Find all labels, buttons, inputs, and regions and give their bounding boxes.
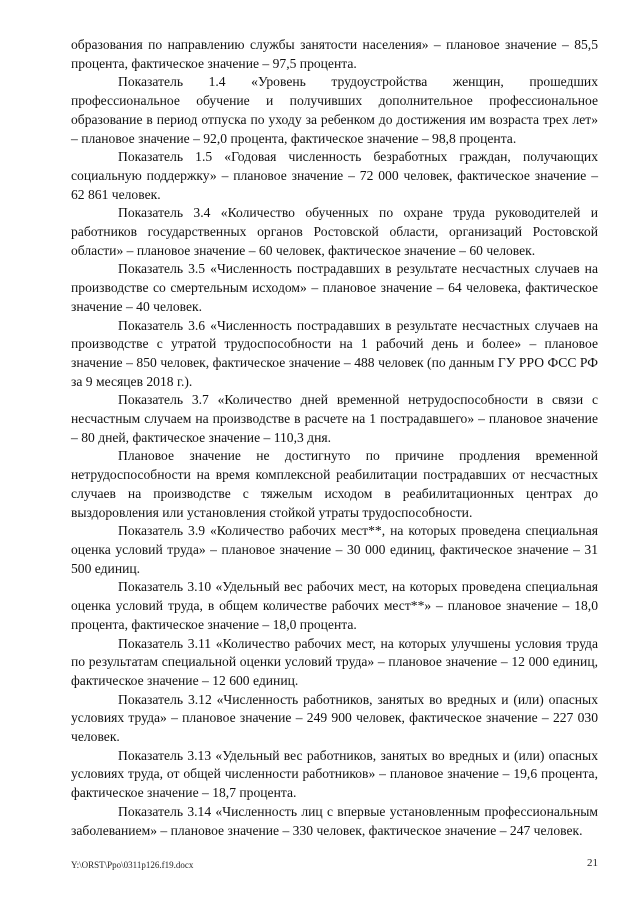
paragraph: Показатель 3.14 «Численность лиц с впервые установленным профессиональным заболеванием» – плановое значение – 330 человек, фактическое значение – 247 человек.: [71, 803, 598, 838]
paragraph: образования по направлению службы занятости населения» – плановое значение – 85,5 процента, фактическое значение – 97,5 процента.: [71, 37, 598, 71]
paragraph: Показатель 3.13 «Удельный вес работников, занятых во вредных и (или) опасных условиях труда, от общей численности работников» – плановое значение – 19,6 процента, фактическое значение – 18,7 процента.: [71, 747, 598, 801]
page-number: 21: [587, 857, 598, 869]
document-body: [71, 36, 598, 840]
paragraph: Плановое значение не достигнуто по причине продления временной нетрудоспособности на время комплексной реабилитации пострадавших от несчастных случаев на производстве с тяжелым исходом в реабилитационных центрах до выздоровления или установления стойкой утраты трудоспособности.: [71, 448, 598, 520]
paragraph: Показатель 3.11 «Количество рабочих мест, на которых улучшены условия труда по результатам специальной оценки условий труда» – плановое значение – 12 000 единиц, фактическое значение – 12 600 единиц.: [71, 635, 598, 688]
paragraph: Показатель 1.5 «Годовая численность безработных граждан, получающих социальную поддержку» – плановое значение – 72 000 человек, фактическое значение – 62 861 человек.: [71, 149, 598, 202]
paragraph: Показатель 3.10 «Удельный вес рабочих мест, на которых проведена специальная оценка условий труда, в общем количестве рабочих мест**» – плановое значение – 18,0 процента, фактическое значение – 18,0 процента.: [71, 579, 598, 632]
paragraph: Показатель 3.7 «Количество дней временной нетрудоспособности в связи с несчастным случаем на производстве в расчете на 1 пострадавшего» – плановое значение – 80 дней, фактическое значение – 110,3 дня.: [71, 392, 598, 445]
footer-file-path: Y:\ORST\Ppo\0311p126.f19.docx: [71, 860, 194, 870]
paragraph: Показатель 3.12 «Численность работников, занятых во вредных и (или) опасных условиях труда» – плановое значение – 249 900 человек, фактическое значение – 227 030 человек.: [71, 691, 598, 745]
paragraph: Показатель 3.6 «Численность пострадавших в результате несчастных случаев на производстве с утратой трудоспособности на 1 рабочий день и более» – плановое значение – 850 человек, фактическое значение – 488 человек (по данным ГУ РРО ФСС РФ за 9 месяцев 2018 г.).: [71, 317, 598, 389]
paragraph: Показатель 3.9 «Количество рабочих мест**, на которых проведена специальная оценка условий труда» – плановое значение – 30 000 единиц, фактическое значение – 31 500 единиц.: [71, 523, 598, 576]
paragraph: Показатель 3.5 «Численность пострадавших в результате несчастных случаев на производстве со смертельным исходом» – плановое значение – 64 человека, фактическое значение – 40 человек.: [71, 261, 598, 314]
paragraph: Показатель 1.4 «Уровень трудоустройства женщин, прошедших профессиональное обучение и получивших дополнительное профессиональное образование в период отпуска по уходу за ребенком до достижения им возраста трех лет» – плановое значение – 92,0 процента, фактическое значение – 98,8 процента.: [71, 74, 598, 146]
paragraph: Показатель 3.4 «Количество обученных по охране труда руководителей и работников государственных органов Ростовской области, организаций Ростовской области» – плановое значение – 60 человек, фактическое значение – 60 человек.: [71, 205, 598, 258]
